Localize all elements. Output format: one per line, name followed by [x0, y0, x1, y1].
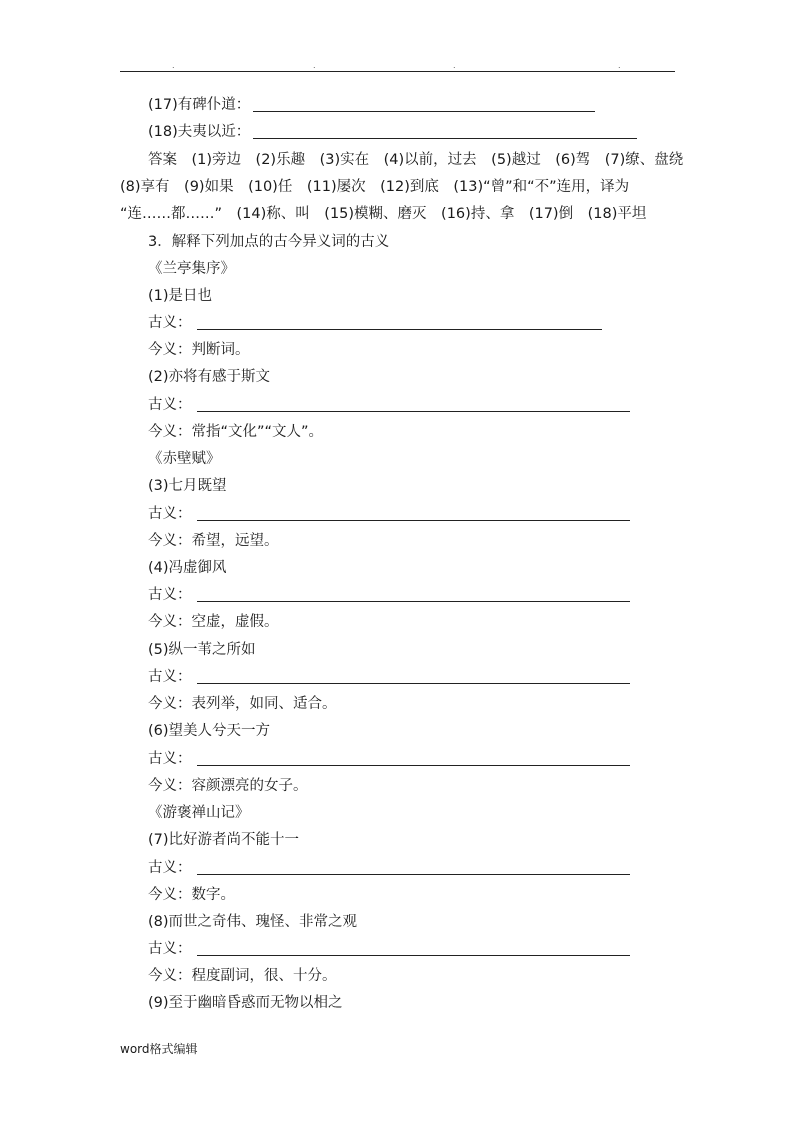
gu-yi-label: 古义：: [148, 751, 192, 767]
item-phrase: (8)而世之奇伟、瑰怪、非常之观: [148, 914, 358, 930]
work-title-youbao: 《游褒禅山记》: [148, 805, 250, 821]
item-phrase: (1)是日也: [148, 288, 213, 304]
footer-text: word格式编辑: [120, 1042, 198, 1056]
jin-yi-text: 今义：空虚，虚假。: [148, 614, 279, 630]
header-dot: .: [172, 61, 175, 70]
answer-blank[interactable]: [253, 138, 637, 139]
header-dot: .: [313, 61, 316, 70]
item-phrase: (4)冯虚御风: [148, 560, 227, 576]
jin-yi-text: 今义：表列举，如同、适合。: [148, 696, 337, 712]
gu-yi-label: 古义：: [148, 506, 192, 522]
gu-yi-label: 古义：: [148, 587, 192, 603]
item-phrase: (3)七月既望: [148, 478, 227, 494]
answer-blank[interactable]: [197, 874, 630, 875]
item-phrase: (9)至于幽暗昏惑而无物以相之: [148, 995, 343, 1011]
header-dot: .: [618, 61, 621, 70]
answer-blank[interactable]: [197, 520, 630, 521]
jin-yi-text: 今义：判断词。: [148, 342, 250, 358]
answer-line-3: “连……都……” (14)称、叫 (15)模糊、磨灭 (16)持、拿 (17)倒 (18)平坦: [120, 206, 647, 222]
answer-blank[interactable]: [253, 111, 595, 112]
jin-yi-text: 今义：容颜漂亮的女子。: [148, 778, 308, 794]
item-phrase: (7)比好游者尚不能十一: [148, 832, 300, 848]
gu-yi-label: 古义：: [148, 669, 192, 685]
answer-blank[interactable]: [197, 411, 630, 412]
answer-blank[interactable]: [197, 601, 630, 602]
gu-yi-label: 古义：: [148, 315, 192, 331]
answer-blank[interactable]: [197, 955, 630, 956]
section-3-title: 3．解释下列加点的古今异义词的古义: [148, 234, 390, 250]
gu-yi-label: 古义：: [148, 941, 192, 957]
work-title-chibi: 《赤壁赋》: [148, 451, 221, 467]
answer-blank[interactable]: [197, 683, 630, 684]
item-phrase: (2)亦将有感于斯文: [148, 369, 271, 385]
work-title-lanting: 《兰亭集序》: [148, 261, 235, 277]
question-17-label: (17)有碑仆道：: [148, 97, 251, 113]
answer-blank[interactable]: [197, 329, 602, 330]
header-dot: .: [453, 61, 456, 70]
answer-line-2: (8)享有 (9)如果 (10)任 (11)屡次 (12)到底 (13)“曾”和“不”连用，译为: [120, 179, 630, 195]
jin-yi-text: 今义：程度副词，很、十分。: [148, 968, 337, 984]
item-phrase: (6)望美人兮天一方: [148, 723, 271, 739]
header-rule: [120, 71, 675, 72]
question-18-label: (18)夫夷以近：: [148, 124, 251, 140]
jin-yi-text: 今义：常指“文化”“文人”。: [148, 424, 324, 440]
gu-yi-label: 古义：: [148, 397, 192, 413]
item-phrase: (5)纵一苇之所如: [148, 642, 256, 658]
answer-line-1: 答案 (1)旁边 (2)乐趣 (3)实在 (4)以前，过去 (5)越过 (6)驾 (7)缭、盘绕: [148, 152, 684, 168]
answer-blank[interactable]: [197, 765, 630, 766]
jin-yi-text: 今义：数字。: [148, 887, 235, 903]
jin-yi-text: 今义：希望，远望。: [148, 533, 279, 549]
gu-yi-label: 古义：: [148, 860, 192, 876]
